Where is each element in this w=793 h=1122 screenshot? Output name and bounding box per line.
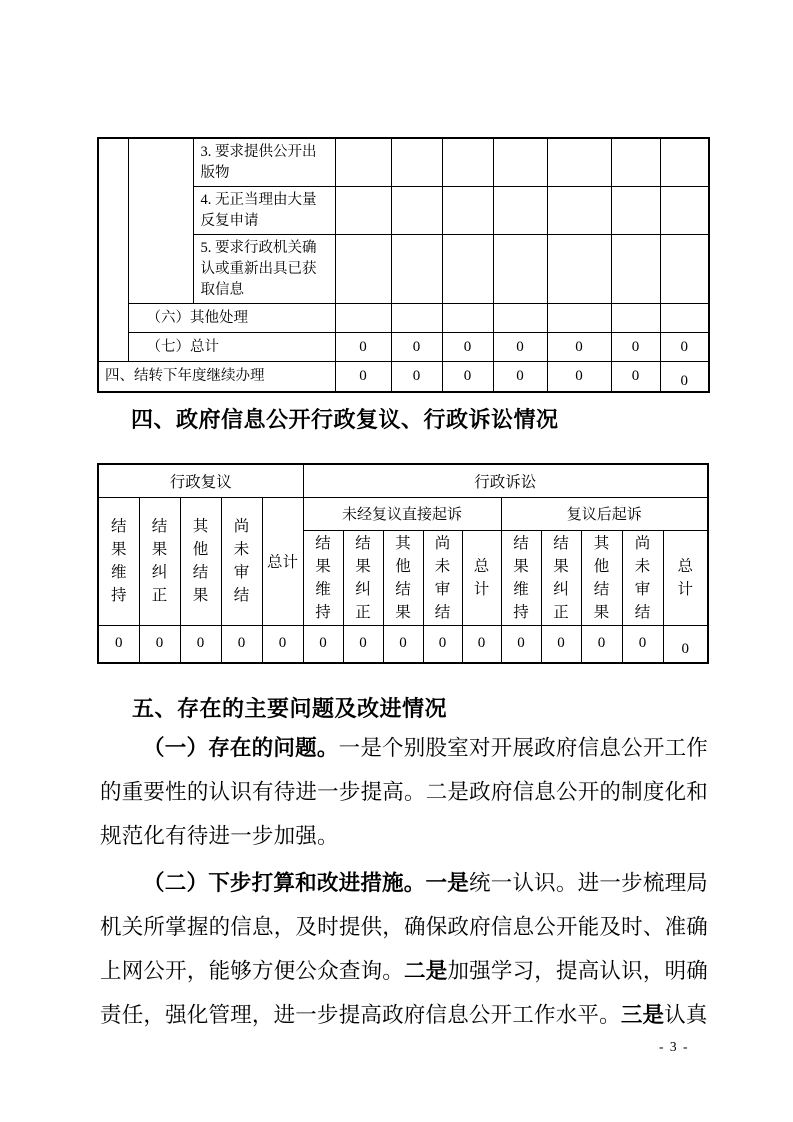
column-header (501, 530, 541, 625)
column-header (663, 530, 708, 625)
table-row (98, 497, 708, 530)
column-header-label: 结果维持 (315, 534, 331, 621)
value-cell (391, 187, 442, 235)
table-request-processing (97, 137, 710, 393)
run-bold: 二是 (404, 959, 448, 983)
value-cell: 0 (423, 625, 462, 663)
column-header (180, 497, 221, 625)
value-cell (660, 187, 709, 235)
value-cell (611, 304, 660, 333)
column-header (462, 530, 501, 625)
value-cell: 0 (611, 333, 660, 362)
value-cell (442, 138, 493, 187)
column-header (622, 530, 663, 625)
value-cell: 0 (335, 362, 391, 392)
value-cell: 0 (462, 625, 501, 663)
value-cell (335, 187, 391, 235)
row-label: 4. 无正当理由大量反复申请 (193, 187, 335, 235)
value-cell (660, 235, 709, 304)
value-cell (660, 138, 709, 187)
column-header-label: 结果维持 (513, 534, 529, 621)
column-header-label: 总计 (473, 557, 490, 598)
column-header (343, 530, 383, 625)
value-cell: 0 (391, 333, 442, 362)
value-cell: 0 (611, 362, 660, 392)
row-label: 5. 要求行政机关确认或重新出具已获取信息 (193, 235, 335, 304)
value-cell: 0 (221, 625, 262, 663)
run-text: 一是个别股室对开展政府信息公开工作的重要性的认识有待进一步提高。二是政府信息公开的制度化和规范化有待进一步加强。 (100, 736, 708, 848)
paragraph-measures (100, 861, 708, 1037)
table-row (98, 138, 709, 187)
merged-empty-cell-left (98, 138, 128, 362)
merged-empty-cell-category (128, 138, 193, 304)
value-cell (493, 304, 547, 333)
value-cell: 0 (660, 333, 709, 362)
value-cell: 0 (442, 362, 493, 392)
row-label: （六）其他处理 (128, 304, 335, 333)
column-header-label: 结果纠正 (553, 534, 569, 621)
table-row (98, 333, 709, 362)
page-number: - 3 - (659, 1039, 689, 1054)
value-cell (442, 187, 493, 235)
value-cell: 0 (335, 333, 391, 362)
value-cell (611, 235, 660, 304)
run-bold: （一）存在的问题。 (143, 736, 339, 760)
section4-heading: 四、政府信息公开行政复议、行政诉讼情况 (131, 407, 559, 432)
column-header (139, 497, 180, 625)
value-cell: 0 (660, 362, 709, 392)
value-cell: 0 (493, 333, 547, 362)
row-label: 3. 要求提供公开出版物 (193, 138, 335, 187)
run-text: 加强学习，提高认识，明确责任，强化管理，进一步提高政府信息公开工作水平。 (100, 959, 708, 1027)
column-header-label: 尚未审结 (634, 534, 651, 621)
paragraph-problems (100, 726, 708, 858)
value-cell (611, 187, 660, 235)
column-header (383, 530, 423, 625)
value-cell: 0 (391, 362, 442, 392)
value-cell (547, 187, 611, 235)
value-cell (547, 138, 611, 187)
value-cell: 0 (98, 625, 139, 663)
table-row (98, 625, 708, 663)
row-label: 四、结转下年度继续办理 (98, 362, 335, 392)
column-header-label: 结果纠正 (151, 518, 168, 604)
column-header: 总计 (262, 497, 303, 625)
value-cell (442, 304, 493, 333)
table-row (98, 464, 708, 497)
section5 (100, 694, 708, 1037)
value-cell: 0 (622, 625, 663, 663)
column-header (581, 530, 622, 625)
value-cell: 0 (663, 625, 708, 663)
column-header (303, 530, 343, 625)
column-header (98, 497, 139, 625)
value-cell: 0 (383, 625, 423, 663)
column-header (423, 530, 462, 625)
value-cell: 0 (303, 625, 343, 663)
value-cell (493, 187, 547, 235)
value-cell: 0 (180, 625, 221, 663)
section5-heading: 五、存在的主要问题及改进情况 (132, 696, 448, 721)
value-cell: 0 (581, 625, 622, 663)
value-cell (547, 304, 611, 333)
subgroup-header-direct: 未经复议直接起诉 (303, 497, 501, 530)
column-header (541, 530, 581, 625)
value-cell (611, 138, 660, 187)
column-header-label: 其他结果 (395, 534, 411, 621)
column-header (221, 497, 262, 625)
table-row (98, 362, 709, 392)
column-header-label: 其他结果 (593, 534, 610, 621)
value-cell: 0 (343, 625, 383, 663)
run-bold: （二）下步打算和改进措施。一是 (143, 871, 469, 895)
group-header-litigation: 行政诉讼 (303, 464, 708, 497)
value-cell: 0 (547, 333, 611, 362)
column-header-label: 结果纠正 (355, 534, 371, 621)
value-cell: 0 (139, 625, 180, 663)
value-cell: 0 (541, 625, 581, 663)
table-review-litigation (97, 463, 709, 664)
value-cell: 0 (493, 362, 547, 392)
table-row (98, 304, 709, 333)
value-cell (391, 304, 442, 333)
run-text: 认真 (664, 1003, 708, 1027)
value-cell (335, 138, 391, 187)
run-bold: 三是 (620, 1003, 665, 1027)
value-cell: 0 (442, 333, 493, 362)
value-cell: 0 (547, 362, 611, 392)
value-cell (391, 138, 442, 187)
run-text: 统一认识。进一步梳理局机关所掌握的信息，及时提供，确保政府信息公开能及时、准确上网公开，能够方便公众查询。 (100, 871, 708, 983)
column-header-label: 尚未审结 (434, 534, 451, 621)
column-header-label: 结果维持 (110, 518, 127, 604)
value-cell (335, 235, 391, 304)
subgroup-header-after: 复议后起诉 (501, 497, 708, 530)
value-cell (442, 235, 493, 304)
value-cell (493, 138, 547, 187)
value-cell (547, 235, 611, 304)
group-header-review: 行政复议 (98, 464, 303, 497)
row-label: （七）总计 (128, 333, 335, 362)
value-cell (660, 304, 709, 333)
column-header-label: 其他结果 (192, 518, 209, 604)
value-cell: 0 (501, 625, 541, 663)
column-header-label: 总计 (677, 557, 694, 598)
value-cell (391, 235, 442, 304)
value-cell (493, 235, 547, 304)
value-cell (335, 304, 391, 333)
value-cell: 0 (262, 625, 303, 663)
column-header-label: 尚未审结 (233, 518, 250, 604)
